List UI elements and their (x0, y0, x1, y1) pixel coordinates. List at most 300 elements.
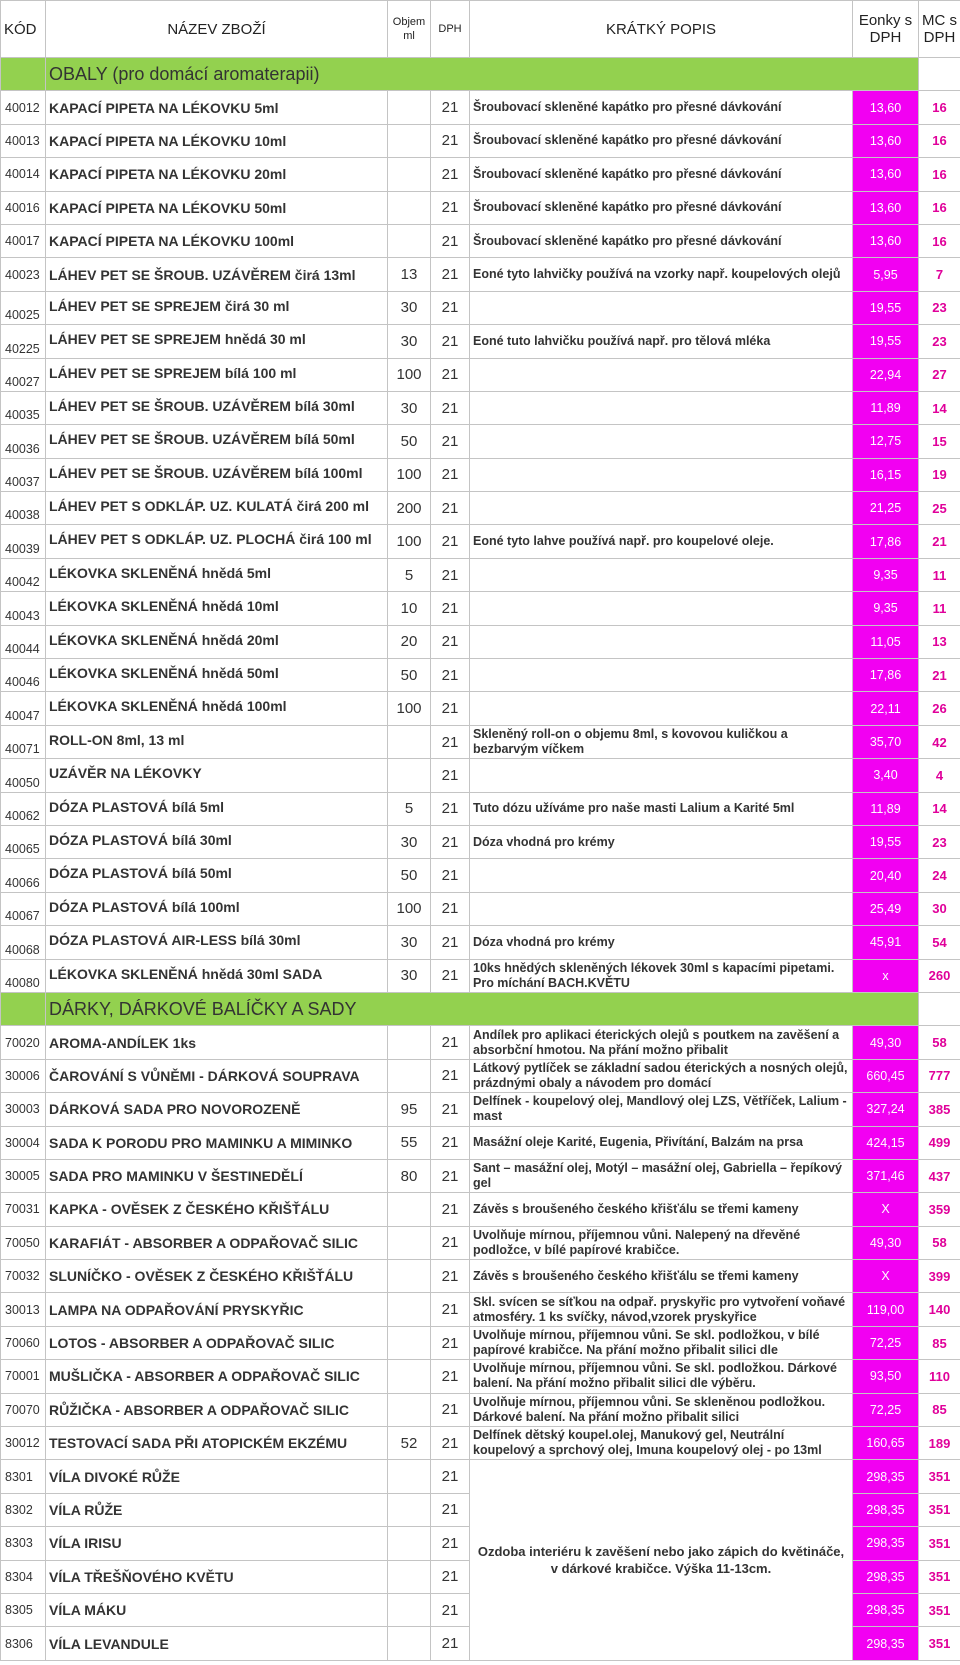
header-price-line1: Eonky s (858, 12, 913, 29)
table-row (1, 124, 960, 157)
section-row (1, 992, 960, 1025)
cell-mc-price: 58 (919, 1226, 960, 1259)
cell-description (470, 458, 853, 491)
cell-code: 40012 (1, 91, 46, 124)
cell-name: SADA K PORODU PRO MAMINKU A MIMINKO (46, 1126, 388, 1159)
cell-name: LÉKOVKA SKLENĚNÁ hnědá 10ml (46, 592, 388, 625)
cell-code: 70070 (1, 1393, 46, 1426)
cell-mc-price: 260 (919, 959, 960, 992)
cell-name: VÍLA DIVOKÉ RŮŽE (46, 1460, 388, 1493)
table-row (1, 258, 960, 291)
cell-dph: 21 (431, 1360, 470, 1393)
cell-volume (388, 1293, 431, 1326)
cell-code: 40038 (1, 492, 46, 525)
cell-volume (388, 1393, 431, 1426)
cell-dph: 21 (431, 892, 470, 925)
cell-volume: 13 (388, 258, 431, 291)
cell-price: 298,35 (853, 1560, 919, 1593)
cell-dph: 21 (431, 825, 470, 858)
cell-name: LÁHEV PET SE SPREJEM bílá 100 ml (46, 358, 388, 391)
cell-dph: 21 (431, 1527, 470, 1560)
cell-dph: 21 (431, 1093, 470, 1126)
cell-mc-price: 777 (919, 1059, 960, 1092)
cell-volume (388, 1193, 431, 1226)
cell-name: UZÁVĚR NA LÉKOVKY (46, 759, 388, 792)
cell-price: 9,35 (853, 592, 919, 625)
cell-volume (388, 1059, 431, 1092)
cell-code: 40035 (1, 391, 46, 424)
cell-volume: 30 (388, 959, 431, 992)
cell-code: 40017 (1, 224, 46, 257)
table-row (1, 892, 960, 925)
cell-mc-price: 85 (919, 1393, 960, 1426)
cell-mc-price: 14 (919, 792, 960, 825)
cell-dph: 21 (431, 91, 470, 124)
cell-code: 40067 (1, 892, 46, 925)
cell-volume (388, 191, 431, 224)
cell-dph: 21 (431, 492, 470, 525)
cell-volume (388, 91, 431, 124)
cell-name: LÁHEV PET SE ŠROUB. UZÁVĚREM bílá 30ml (46, 391, 388, 424)
cell-price: 72,25 (853, 1393, 919, 1426)
cell-description: Dóza vhodná pro krémy (470, 926, 853, 959)
table-row (1, 1360, 960, 1393)
cell-code: 40039 (1, 525, 46, 558)
cell-code: 8305 (1, 1593, 46, 1626)
cell-name: LÁHEV PET SE ŠROUB. UZÁVĚREM bílá 50ml (46, 425, 388, 458)
cell-volume: 52 (388, 1427, 431, 1460)
cell-description (470, 659, 853, 692)
cell-dph: 21 (431, 458, 470, 491)
cell-name: LÉKOVKA SKLENĚNÁ hnědá 30ml SADA (46, 959, 388, 992)
cell-price: 25,49 (853, 892, 919, 925)
table-row (1, 1159, 960, 1192)
cell-price: 11,05 (853, 625, 919, 658)
cell-code: 40065 (1, 825, 46, 858)
table-row (1, 959, 960, 992)
table-row (1, 692, 960, 725)
cell-mc-price: 11 (919, 558, 960, 591)
cell-volume: 80 (388, 1159, 431, 1192)
cell-dph: 21 (431, 792, 470, 825)
cell-price: 19,55 (853, 325, 919, 358)
cell-dph: 21 (431, 1026, 470, 1059)
cell-mc-price: 11 (919, 592, 960, 625)
cell-code: 40025 (1, 291, 46, 324)
cell-dph: 21 (431, 525, 470, 558)
cell-name: DÁRKOVÁ SADA PRO NOVOROZENĚ (46, 1093, 388, 1126)
cell-volume: 100 (388, 892, 431, 925)
cell-code: 8303 (1, 1527, 46, 1560)
cell-mc-price: 26 (919, 692, 960, 725)
cell-price: 371,46 (853, 1159, 919, 1192)
header-row (1, 1, 960, 58)
cell-dph: 21 (431, 558, 470, 591)
cell-dph: 21 (431, 124, 470, 157)
cell-code: 40023 (1, 258, 46, 291)
cell-mc-price: 351 (919, 1460, 960, 1493)
cell-dph: 21 (431, 1193, 470, 1226)
cell-mc-price: 189 (919, 1427, 960, 1460)
cell-code: 30006 (1, 1059, 46, 1092)
cell-price: 19,55 (853, 291, 919, 324)
cell-name: KAPKA - OVĚSEK Z ČESKÉHO KŘIŠŤÁLU (46, 1193, 388, 1226)
cell-volume (388, 1326, 431, 1359)
cell-code: 40027 (1, 358, 46, 391)
header-price-line2: DPH (869, 29, 902, 46)
cell-dph: 21 (431, 1326, 470, 1359)
cell-description: Skleněný roll-on o objemu 8ml, s kovovou kuličkou a bezbarvým víčkem (470, 725, 853, 758)
cell-mc-price: 42 (919, 725, 960, 758)
cell-mc-price: 359 (919, 1193, 960, 1226)
cell-dph: 21 (431, 158, 470, 191)
cell-volume (388, 1493, 431, 1526)
cell-mc-price: 385 (919, 1093, 960, 1126)
cell-price: 13,60 (853, 124, 919, 157)
table-row (1, 492, 960, 525)
cell-description: Delfínek dětský koupel.olej, Manukový gel, Neutrální koupelový a sprchový olej, Imuna koupelový olej - po 13ml (470, 1427, 853, 1460)
cell-mc-price: 499 (919, 1126, 960, 1159)
cell-volume: 95 (388, 1093, 431, 1126)
cell-price: 17,86 (853, 525, 919, 558)
cell-price: X (853, 1193, 919, 1226)
cell-dph: 21 (431, 1593, 470, 1626)
table-body (1, 58, 960, 1661)
cell-description: Uvolňuje mírnou, příjemnou vůni. Se skl. podložkou, v bílé papírové krabičce. Na přání možno přibalit silici dle (470, 1326, 853, 1359)
header-name: NÁZEV ZBOŽÍ (46, 1, 388, 58)
table-row (1, 825, 960, 858)
cell-description (470, 625, 853, 658)
cell-dph: 21 (431, 926, 470, 959)
cell-price: 45,91 (853, 926, 919, 959)
table-row (1, 358, 960, 391)
cell-price: 160,65 (853, 1427, 919, 1460)
cell-mc-price: 14 (919, 391, 960, 424)
cell-description: Eoné tyto lahvičky používá na vzorky např. koupelových olejů (470, 258, 853, 291)
cell-description: Látkový pytlíček se základní sadou éterických a nosných olejů, prázdnými obaly a návodem pro domácí (470, 1059, 853, 1092)
cell-description (470, 492, 853, 525)
cell-code: 70032 (1, 1260, 46, 1293)
header-volume-line2: ml (403, 30, 415, 42)
table-row (1, 425, 960, 458)
cell-name: DÓZA PLASTOVÁ bílá 50ml (46, 859, 388, 892)
cell-description: Delfínek - koupelový olej, Mandlový olej LZS, Větříček, Lalium - mast (470, 1093, 853, 1126)
cell-dph: 21 (431, 1260, 470, 1293)
table-row (1, 1293, 960, 1326)
cell-volume (388, 759, 431, 792)
cell-description-merged: Ozdoba interiéru k zavěšení nebo jako zápich do květináče, v dárkové krabičce. Výška 11-13cm. (470, 1460, 853, 1660)
cell-volume: 50 (388, 425, 431, 458)
cell-name: LAMPA NA ODPAŘOVÁNÍ PRYSKYŘIC (46, 1293, 388, 1326)
cell-dph: 21 (431, 1460, 470, 1493)
cell-name: ROLL-ON 8ml, 13 ml (46, 725, 388, 758)
cell-code: 40013 (1, 124, 46, 157)
cell-name: VÍLA IRISU (46, 1527, 388, 1560)
cell-volume: 30 (388, 325, 431, 358)
cell-mc-price: 23 (919, 825, 960, 858)
cell-dph: 21 (431, 191, 470, 224)
cell-mc-price: 351 (919, 1493, 960, 1526)
cell-dph: 21 (431, 1393, 470, 1426)
cell-code: 30004 (1, 1126, 46, 1159)
cell-code: 40016 (1, 191, 46, 224)
cell-dph: 21 (431, 959, 470, 992)
cell-description: Tuto dózu užíváme pro naše masti Lalium a Karité 5ml (470, 792, 853, 825)
cell-name: DÓZA PLASTOVÁ bílá 100ml (46, 892, 388, 925)
cell-description (470, 892, 853, 925)
cell-description: Eoné tuto lahvičku používá např. pro tělová mléka (470, 325, 853, 358)
cell-volume: 30 (388, 391, 431, 424)
cell-description (470, 291, 853, 324)
cell-code: 8301 (1, 1460, 46, 1493)
table-row (1, 1326, 960, 1359)
cell-price: X (853, 1260, 919, 1293)
cell-price: 13,60 (853, 91, 919, 124)
table-row (1, 291, 960, 324)
table-row (1, 859, 960, 892)
cell-name: ČAROVÁNÍ S VŮNĚMI - DÁRKOVÁ SOUPRAVA (46, 1059, 388, 1092)
cell-description: Uvolňuje mírnou, příjemnou vůni. Nalepený na dřevěné podložce, v bílé papírové krabičce. (470, 1226, 853, 1259)
cell-code: 40042 (1, 558, 46, 591)
cell-code: 40046 (1, 659, 46, 692)
table-row (1, 1093, 960, 1126)
cell-price: x (853, 959, 919, 992)
cell-name: KAPACÍ PIPETA NA LÉKOVKU 100ml (46, 224, 388, 257)
cell-code: 8302 (1, 1493, 46, 1526)
cell-code: 70020 (1, 1026, 46, 1059)
cell-volume: 30 (388, 825, 431, 858)
table-row (1, 458, 960, 491)
cell-code: 40043 (1, 592, 46, 625)
header-dph: DPH (431, 1, 470, 58)
section-spacer (1, 58, 46, 91)
cell-dph: 21 (431, 592, 470, 625)
cell-name: KAPACÍ PIPETA NA LÉKOVKU 50ml (46, 191, 388, 224)
cell-mc-price: 15 (919, 425, 960, 458)
cell-description: Skl. svícen se síťkou na odpař. pryskyřic pro vytvoření voňavé atmosféry. 1 ks svíčky, návod,vzorek pryskyřice (470, 1293, 853, 1326)
cell-mc-price: 16 (919, 91, 960, 124)
table-row (1, 759, 960, 792)
cell-code: 40044 (1, 625, 46, 658)
table-row (1, 391, 960, 424)
cell-price: 424,15 (853, 1126, 919, 1159)
cell-price: 13,60 (853, 191, 919, 224)
cell-dph: 21 (431, 1226, 470, 1259)
cell-mc-price: 140 (919, 1293, 960, 1326)
cell-mc-price: 7 (919, 258, 960, 291)
cell-mc-price: 16 (919, 124, 960, 157)
cell-name: LÁHEV PET SE SPREJEM hnědá 30 ml (46, 325, 388, 358)
cell-price: 20,40 (853, 859, 919, 892)
cell-name: DÓZA PLASTOVÁ bílá 5ml (46, 792, 388, 825)
cell-price: 5,95 (853, 258, 919, 291)
cell-description: Sant – masážní olej, Motýl – masážní olej, Gabriella – řepíkový gel (470, 1159, 853, 1192)
cell-price: 119,00 (853, 1293, 919, 1326)
table-row (1, 725, 960, 758)
cell-price: 19,55 (853, 825, 919, 858)
table-row (1, 926, 960, 959)
cell-description: Šroubovací skleněné kapátko pro přesné dávkování (470, 124, 853, 157)
cell-mc-price: 351 (919, 1527, 960, 1560)
cell-description: 10ks hnědých skleněných lékovek 30ml s kapacími pipetami. Pro míchání BACH.KVĚTU (470, 959, 853, 992)
cell-price: 72,25 (853, 1326, 919, 1359)
cell-code: 40050 (1, 759, 46, 792)
cell-name: LÁHEV PET SE ŠROUB. UZÁVĚREM bílá 100ml (46, 458, 388, 491)
cell-dph: 21 (431, 291, 470, 324)
cell-dph: 21 (431, 358, 470, 391)
cell-name: VÍLA RŮŽE (46, 1493, 388, 1526)
cell-price: 298,35 (853, 1460, 919, 1493)
cell-volume: 100 (388, 525, 431, 558)
cell-name: MUŠLIČKA - ABSORBER A ODPAŘOVAČ SILIC (46, 1360, 388, 1393)
cell-dph: 21 (431, 1293, 470, 1326)
cell-volume: 30 (388, 291, 431, 324)
cell-volume: 100 (388, 358, 431, 391)
table-row (1, 558, 960, 591)
cell-dph: 21 (431, 725, 470, 758)
cell-volume: 100 (388, 692, 431, 725)
table-row (1, 659, 960, 692)
cell-name: KARAFIÁT - ABSORBER A ODPAŘOVAČ SILIC (46, 1226, 388, 1259)
cell-code: 30005 (1, 1159, 46, 1192)
header-price (853, 1, 919, 58)
cell-code: 40014 (1, 158, 46, 191)
cell-price: 11,89 (853, 391, 919, 424)
cell-volume (388, 124, 431, 157)
cell-code: 70060 (1, 1326, 46, 1359)
cell-dph: 21 (431, 1159, 470, 1192)
cell-volume (388, 158, 431, 191)
cell-dph: 21 (431, 224, 470, 257)
cell-dph: 21 (431, 1126, 470, 1159)
cell-code: 70031 (1, 1193, 46, 1226)
cell-mc-price: 21 (919, 659, 960, 692)
cell-volume: 100 (388, 458, 431, 491)
cell-volume: 55 (388, 1126, 431, 1159)
cell-code: 40036 (1, 425, 46, 458)
table-row (1, 158, 960, 191)
cell-name: DÓZA PLASTOVÁ bílá 30ml (46, 825, 388, 858)
cell-volume (388, 725, 431, 758)
cell-dph: 21 (431, 625, 470, 658)
table-row (1, 625, 960, 658)
cell-mc-price: 110 (919, 1360, 960, 1393)
cell-name: LÉKOVKA SKLENĚNÁ hnědá 5ml (46, 558, 388, 591)
cell-price: 49,30 (853, 1026, 919, 1059)
section-title: OBALY (pro domácí aromaterapii) (46, 58, 919, 91)
cell-name: VÍLA LEVANDULE (46, 1627, 388, 1660)
cell-mc-price: 54 (919, 926, 960, 959)
cell-mc-price: 4 (919, 759, 960, 792)
cell-dph: 21 (431, 859, 470, 892)
cell-name: VÍLA MÁKU (46, 1593, 388, 1626)
cell-description: Masážní oleje Karité, Eugenia, Přivítání, Balzám na prsa (470, 1126, 853, 1159)
cell-name: TESTOVACÍ SADA PŘI ATOPICKÉM EKZÉMU (46, 1427, 388, 1460)
cell-name: KAPACÍ PIPETA NA LÉKOVKU 5ml (46, 91, 388, 124)
cell-volume (388, 1260, 431, 1293)
cell-description (470, 425, 853, 458)
cell-dph: 21 (431, 325, 470, 358)
cell-volume (388, 1460, 431, 1493)
cell-code: 40071 (1, 725, 46, 758)
table-row (1, 1126, 960, 1159)
cell-description (470, 859, 853, 892)
table-row (1, 224, 960, 257)
section-blank (919, 58, 960, 91)
cell-description (470, 391, 853, 424)
table-row (1, 1393, 960, 1426)
cell-mc-price: 23 (919, 291, 960, 324)
cell-mc-price: 19 (919, 458, 960, 491)
cell-volume: 10 (388, 592, 431, 625)
cell-description: Uvolňuje mírnou, příjemnou vůni. Se skl. podložkou. Dárkové balení. Na přání možno přibalit silici dle výběru. (470, 1360, 853, 1393)
section-title: DÁRKY, DÁRKOVÉ BALÍČKY A SADY (46, 992, 919, 1025)
cell-price: 298,35 (853, 1593, 919, 1626)
cell-price: 21,25 (853, 492, 919, 525)
cell-code: 40080 (1, 959, 46, 992)
table-row (1, 525, 960, 558)
cell-price: 35,70 (853, 725, 919, 758)
cell-price: 3,40 (853, 759, 919, 792)
cell-code: 8306 (1, 1627, 46, 1660)
cell-mc-price: 24 (919, 859, 960, 892)
table-row (1, 191, 960, 224)
cell-code: 8304 (1, 1560, 46, 1593)
cell-price: 93,50 (853, 1360, 919, 1393)
table-row (1, 1026, 960, 1059)
cell-dph: 21 (431, 1059, 470, 1092)
cell-volume (388, 1627, 431, 1660)
cell-price: 660,45 (853, 1059, 919, 1092)
cell-code: 30003 (1, 1093, 46, 1126)
header-mc (919, 1, 960, 58)
cell-mc-price: 437 (919, 1159, 960, 1192)
table-row (1, 1260, 960, 1293)
cell-dph: 21 (431, 1427, 470, 1460)
cell-price: 13,60 (853, 158, 919, 191)
cell-code: 40062 (1, 792, 46, 825)
table-row (1, 1059, 960, 1092)
cell-name: LÁHEV PET SE SPREJEM čirá 30 ml (46, 291, 388, 324)
cell-description: Šroubovací skleněné kapátko pro přesné dávkování (470, 91, 853, 124)
cell-code: 30012 (1, 1427, 46, 1460)
cell-name: AROMA-ANDÍLEK 1ks (46, 1026, 388, 1059)
cell-description: Andílek pro aplikaci éterických olejů s poutkem na zavěšení a absorbční hmotou. Na přání možno přibalit (470, 1026, 853, 1059)
cell-volume (388, 1593, 431, 1626)
header-code: KÓD (1, 1, 46, 58)
cell-name: KAPACÍ PIPETA NA LÉKOVKU 10ml (46, 124, 388, 157)
cell-dph: 21 (431, 759, 470, 792)
cell-name: SLUNÍČKO - OVĚSEK Z ČESKÉHO KŘIŠŤÁLU (46, 1260, 388, 1293)
header-description: KRÁTKÝ POPIS (470, 1, 853, 58)
cell-description (470, 759, 853, 792)
cell-dph: 21 (431, 1627, 470, 1660)
cell-code: 40225 (1, 325, 46, 358)
cell-description (470, 692, 853, 725)
cell-description (470, 592, 853, 625)
cell-dph: 21 (431, 425, 470, 458)
cell-price: 298,35 (853, 1627, 919, 1660)
cell-description: Závěs s broušeného českého křišťálu se třemi kameny (470, 1260, 853, 1293)
cell-description (470, 558, 853, 591)
cell-code: 70001 (1, 1360, 46, 1393)
table-row (1, 1226, 960, 1259)
cell-mc-price: 27 (919, 358, 960, 391)
cell-volume: 50 (388, 659, 431, 692)
cell-mc-price: 351 (919, 1627, 960, 1660)
cell-description: Eoné tyto lahve používá např. pro koupelové oleje. (470, 525, 853, 558)
cell-price: 22,94 (853, 358, 919, 391)
